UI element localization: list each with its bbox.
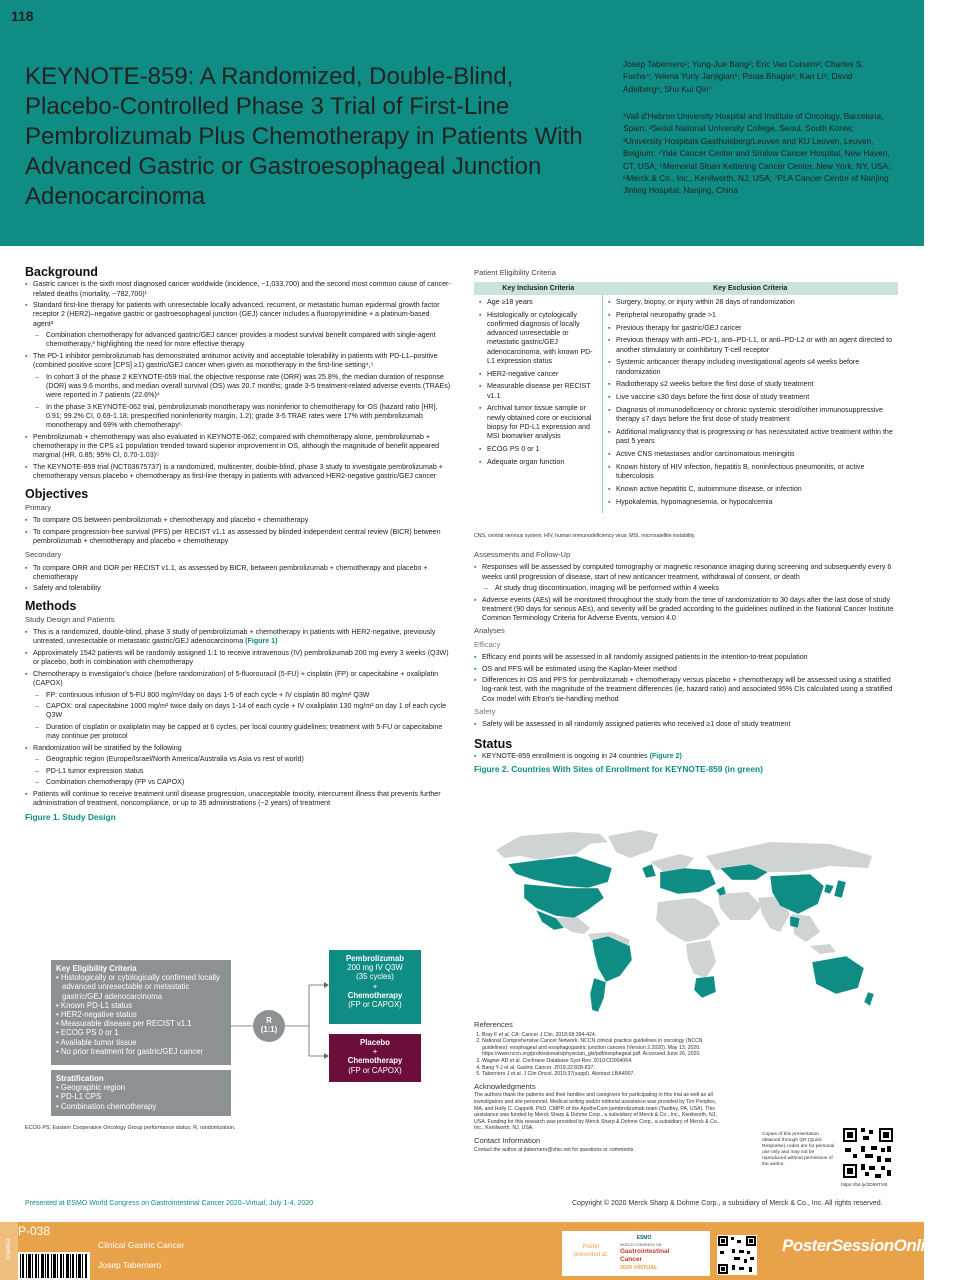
congress-logo-box	[562, 1231, 710, 1276]
status-list	[474, 752, 898, 761]
bullet-item: ▪ OS and PFS will be estimated using the Kaplan-Meier method	[474, 665, 898, 674]
status-item	[474, 752, 898, 761]
background-list	[25, 280, 451, 481]
bullet-item: ▪ Live vaccine ≤30 days before the first dose of study treatment	[608, 393, 893, 402]
arctic-north-america	[496, 832, 608, 860]
congress-logo-line1: WORLD CONGRESS ON	[620, 1243, 662, 1247]
sub-bullet-item	[25, 331, 451, 350]
japan	[834, 880, 846, 898]
bullet-item	[25, 649, 451, 668]
exclusion-header: Key Exclusion Criteria	[603, 282, 899, 295]
sub-bullet-item	[25, 778, 451, 787]
bullet-text: Combination chemotherapy for advanced gastric/GEJ cancer provides a modest survival benefit compared with single-agent chemotherapy,³ highlighting the need for more effective therapy	[46, 331, 436, 349]
bullet-item: ▪ Previous therapy for gastric/GEJ cancer	[608, 324, 893, 333]
canada	[508, 856, 612, 888]
arm1-plus: +	[372, 981, 378, 991]
bullet-item: ▪ Safety and tolerability	[25, 584, 451, 593]
methods-heading: Methods	[25, 598, 77, 613]
secondary-objectives-list	[25, 564, 451, 594]
congress-logo-line2: Gastrointestinal	[620, 1248, 670, 1255]
stratification-box-list	[56, 1083, 226, 1111]
world-map	[480, 828, 880, 1018]
qr-code-icon[interactable]	[841, 1126, 895, 1180]
eligibility-footnote: CNS, central nervous system; HIV, human immunodeficiency virus; MSI, microsatellite instability.	[474, 533, 696, 539]
eligibility-criterion: • HER2-negative status	[56, 1010, 137, 1020]
bullet-item: ▪ Archival tumor tissue sample or newly obtained core or excisional biopsy for PD-L1 expression and MSI biomarker analysis	[479, 404, 597, 441]
reference-item: 3. Wagner AD et al. Cochrane Database Syst Rev. 2010:CD004064.	[482, 1058, 724, 1065]
bullet-text: FP: continuous infusion of 5-FU 800 mg/m²/day on days 1-5 of each cycle + IV cisplatin 80 mg/m² Q3W	[46, 690, 370, 699]
bullet-item: ▪ To compare ORR and DOR per RECIST v1.1, as assessed by BICR, between pembrolizumab + chemotherapy and placebo + chemotherapy	[25, 564, 451, 583]
copyright-line: Copyright © 2020 Merck Sharp & Dohme Corp., a subsidiary of Merck & Co., Inc. All rights reserved.	[572, 1200, 883, 1207]
sub-bullet-item	[25, 755, 451, 764]
figure2-title: Figure 2. Countries With Sites of Enrollment for KEYNOTE-859 (in green)	[474, 764, 763, 775]
bullet-item: ▪ Known history of HIV infection, hepatitis B, noninfectious pneumonitis, or active tuberculosis	[608, 463, 893, 481]
pso-logo-suffix: .com	[943, 1244, 960, 1253]
esmo-logo-icon: ESMO	[636, 1235, 652, 1241]
poster-title: KEYNOTE-859: A Randomized, Double-Blind, Placebo-Controlled Phase 3 Trial of First-Line Pembrolizumab Plus Chemotherapy in Patients With Advanced Gastric or Gastroesophageal Junction Adenocarcinoma	[25, 63, 583, 210]
arm2-chemo: Chemotherapy	[347, 1056, 403, 1066]
bullet-item: ▪ Surgery, biopsy, or injury within 28 days of randomization	[608, 298, 893, 307]
bullet-text: Pembrolizumab + chemotherapy was also evaluated in KEYNOTE-062; compared with chemotherapy alone, pembrolizumab + chemotherapy in the CPS ≥1 population trended toward superior improvement in OS, although the magnitude of benefit appeared marginal (HR, 0.85; 95% CI, 0.70-1.03)⁵	[33, 432, 440, 460]
stratification-box	[51, 1070, 231, 1116]
inclusion-list	[479, 298, 597, 467]
randomization-ratio: (1:1)	[260, 1025, 278, 1034]
poster-code: P-038	[18, 1224, 51, 1238]
author-list: Josep Tabernero¹; Yung-Jue Bang²; Eric Van Cutsem³; Charles S. Fuchs⁴; Yelena Yuriy Janjigian⁵; Pooja Bhagia⁶; Kan Li⁶; David Adelberg⁶; Shu Kui Qin⁷	[623, 59, 864, 94]
bullet-item	[25, 352, 451, 371]
bullet-item: ▪ Efficacy end points will be assessed in all randomly assigned patients in the intention-to-treat population	[474, 653, 898, 662]
congress-logo-line4: 2020 VIRTUAL	[620, 1265, 658, 1271]
united-states	[524, 884, 604, 918]
eligibility-criterion: • Available tumor tissue	[56, 1037, 137, 1047]
primary-objectives-list	[25, 516, 451, 546]
bullet-item: ▪ Hypokalemia, hypomagnesemia, or hypocalcemia	[608, 498, 893, 507]
sub-bullet-item	[25, 691, 451, 700]
efficacy-list	[474, 653, 898, 704]
safety-label: Safety	[474, 706, 496, 716]
north-africa	[656, 898, 720, 942]
bullet-text: PD-L1 tumor expression status	[46, 766, 144, 775]
secondary-label: Secondary	[25, 550, 62, 560]
figure1-title: Figure 1. Study Design	[25, 812, 116, 823]
eligibility-criterion: • Measurable disease per RECIST v1.1	[56, 1019, 192, 1029]
reference-item: 1. Bray F et al. CA: Cancer J Clin. 2018;68:394-424.	[482, 1032, 724, 1039]
bullet-item: ▪ Systemic anticancer therapy including investigational agents ≤4 weeks before randomization	[608, 358, 893, 376]
bullet-item	[25, 670, 451, 689]
stratification-box-title: Stratification	[56, 1074, 104, 1083]
central-africa	[686, 940, 716, 978]
arm1-chemo-options: (FP or CAPOX)	[348, 1000, 402, 1010]
arm1-cycles: (35 cycles)	[356, 972, 394, 982]
uk-ireland	[642, 864, 656, 878]
stratification-factor: • Combination chemotherapy	[56, 1101, 157, 1111]
bullet-item	[25, 433, 451, 461]
bullet-text: At study drug discontinuation, imaging will be performed within 4 weeks	[495, 584, 719, 593]
footer-topic: Clinical Gastric Cancer	[98, 1240, 185, 1250]
bullet-text: This is a randomized, double-blind, phase 3 study of pembrolizumab + chemotherapy in patients with HER2-negative, previously untreated, unresectable or metastatic gastric/GEJ adenocarcinoma	[33, 628, 436, 646]
bullet-item	[25, 744, 451, 753]
eligibility-caption: Patient Eligibility Criteria	[474, 268, 556, 277]
references-heading: References	[474, 1020, 513, 1029]
bullet-text: Duration of cisplatin or oxaliplatin may be capped at 6 cycles, per local country guidelines; treatment with 5-FU or capecitabine may continue per protocol	[46, 722, 443, 741]
bullet-item: ▪ Additional malignancy that is progressing or has necessitated active treatment within the past 5 years	[608, 428, 893, 446]
eligibility-criterion: • Known PD-L1 status	[56, 1000, 132, 1010]
pembrolizumab-arm-box	[329, 950, 421, 1024]
vertical-tag-text: ESMOGI	[6, 1239, 12, 1260]
bullet-item: ▪ Safety will be assessed in all randomly assigned patients who received ≥1 dose of study treatment	[474, 720, 898, 729]
bullet-item	[474, 596, 898, 624]
randomization-label: R	[266, 1016, 272, 1025]
assessments-heading: Assessments and Follow-Up	[474, 550, 571, 559]
right-column	[474, 550, 898, 774]
acknowledgments-heading: Acknowledgments	[474, 1081, 536, 1091]
eligibility-table-header	[474, 282, 898, 295]
sub-bullet-item	[25, 373, 451, 401]
bullet-item: ▪ Adequate organ function	[479, 458, 597, 467]
stratification-factor: • PD-L1 CPS	[56, 1092, 102, 1102]
eligibility-criterion: • ECOG PS 0 or 1	[56, 1028, 119, 1038]
bullet-text: In cohort 3 of the phase 2 KEYNOTE-059 trial, the objective response rate (ORR) was 25.8%, the median duration of response (DOR) was 9.6 months, and median overall survival (OS) was 20.7 months; grade 3-5 treatment-related adverse events (TRAEs) were reported in 7 patients (22.6%)⁴	[46, 372, 451, 400]
bullet-item	[25, 280, 451, 299]
efficacy-label: Efficacy	[474, 639, 501, 649]
objectives-heading: Objectives	[25, 486, 89, 501]
reference-item: 4. Bang Y-J et al. Gastric Cancer. 2019;22:828-837.	[482, 1065, 724, 1072]
references-block	[474, 1022, 724, 1153]
israel-turkey	[716, 886, 726, 896]
bullet-text: Responses will be assessed by computed tomography or magnetic resonance imaging during screening and subsequently every 6 weeks until progression of disease, start of new anticancer treatment, withdrawal of consent, or death	[482, 563, 892, 581]
bullet-item: ▪ Known active hepatitis C, autoimmune disease, or infection	[608, 485, 893, 494]
contact-text: Contact the author at jtabernero@vhio.net for questions or comments.	[474, 1146, 635, 1153]
europe	[660, 868, 716, 894]
bullet-item: ▪ Histologically or cytologically confirmed diagnosis of locally advanced unresectable or metastatic gastric/GEJ adenocarcinoma, with known PD-L1 expression status	[479, 311, 597, 366]
eligibility-box-list	[56, 973, 226, 1056]
thailand-vietnam	[790, 916, 800, 928]
bullet-text: The KEYNOTE-859 trial (NCT03675737) is a randomized, multicenter, double-blind, phase 3 study to investigate pembrolizumab + chemotherapy versus placebo + chemotherapy as first-line therapy in patients with advanced HER2-negative gastric/GEJ cancer	[33, 462, 443, 481]
bullet-item: ▪ Diagnosis of immunodeficiency or chronic systemic steroid/other immunosuppressive therapy ≤7 days before the first dose of study treatment	[608, 406, 893, 424]
eligibility-table-row	[474, 295, 898, 513]
south-africa	[694, 976, 716, 998]
sub-bullet-item	[25, 723, 451, 742]
bullet-text: Approximately 1542 patients will be randomly assigned 1:1 to receive intravenous (IV) pembrolizumab 200 mg every 3 weeks (Q3W) or placebo, both in combination with chemotherapy	[33, 648, 449, 667]
bullet-item: ▪ ECOG PS 0 or 1	[479, 445, 597, 454]
stratification-factor: • Geographic region	[56, 1083, 126, 1093]
bullet-item: ▪ To compare progression-free survival (PFS) per RECIST v1.1 as assessed by blinded independent central review (BICR) between pembrolizumab + chemotherapy and placebo + chemotherapy	[25, 528, 451, 547]
bullet-item: ▪ Measurable disease per RECIST v1.1	[479, 382, 597, 400]
bullet-item: ▪ Differences in OS and PFS for pembrolizumab + chemotherapy versus placebo + chemotherapy will be assessed using a stratified log-rank test, with the magnitude of the treatment differences (ie, hazard ratio) and associated 95% CIs calculated using a stratified Cox model with Efron's tie-handling method	[474, 676, 898, 704]
arm2-plus: +	[372, 1047, 378, 1057]
eligibility-criterion: • No prior treatment for gastric/GEJ cancer	[56, 1046, 204, 1056]
bullet-text: Gastric cancer is the sixth most diagnosed cancer worldwide (incidence, ~1,033,700) and the second most common cause of cancer-related deaths (mortality, ~782,700)¹	[33, 280, 451, 298]
primary-label: Primary	[25, 502, 52, 512]
bullet-item	[25, 463, 451, 482]
middle-east	[718, 892, 762, 920]
safety-list	[474, 720, 898, 729]
bullet-text: Patients will continue to receive treatment until disease progression, unacceptable toxicity, intercurrent illness that prevents further administration of treatment, noncompliance, or up to 35 administrations (~2 years) of treatment	[33, 789, 441, 807]
status-text: KEYNOTE-859 enrollment is ongoing in 24 countries	[482, 751, 648, 760]
bullet-item: ▪ Peripheral neuropathy grade >1	[608, 311, 893, 320]
bullet-item: ▪ Radiotherapy ≤2 weeks before the first dose of study treatment	[608, 380, 893, 389]
randomization-circle	[253, 1010, 285, 1042]
assessments-list	[474, 563, 898, 623]
new-zealand	[864, 992, 874, 1006]
references-list	[474, 1032, 724, 1078]
congress-logo-line3: Cancer	[620, 1256, 643, 1263]
eligibility-box	[51, 960, 231, 1065]
bullet-item: ▪ To compare OS between pembrolizumab + chemotherapy and placebo + chemotherapy	[25, 516, 451, 525]
bullet-item: ▪ Active CNS metastases and/or carcinomatous meningitis	[608, 450, 893, 459]
arm2-chemo-options: (FP or CAPOX)	[348, 1065, 402, 1075]
sub-bullet-item	[25, 767, 451, 776]
exclusion-list	[608, 298, 893, 507]
footer-author: Josep Tabernero	[98, 1260, 162, 1270]
background-heading: Background	[25, 265, 98, 279]
greenland	[608, 830, 658, 858]
acknowledgments-text: The authors thank the patients and their families and caregivers for participating in this trial as well as all investigators and site personnel. Medical writing and/or editorial assistance was provided by Tim Peoples, MA, and Holly C. Cappelli, PhD, CMPP, of the ApotheCom pembrolizumab team (Yardley, PA, USA). This assistance was funded by Merck Sharp & Dohme Corp., a subsidiary of Merck & Co., Inc., Kenilworth, NJ, USA. Funding for this research was provided by Merck Sharp & Dohme Corp., a subsidiary of Merck & Co., Inc., Kenilworth, NJ, USA.	[474, 1092, 720, 1132]
analyses-heading: Analyses	[474, 626, 505, 636]
bullet-text: Adverse events (AEs) will be monitored throughout the study from the time of randomization to 30 days after the last dose of study treatment (90 days for serious AEs), and severity will be graded according to the guidelines outlined in the National Cancer Institute Common Terminology Criteria for Adverse Events, version 4.0	[482, 595, 894, 623]
presented-at-label: Poster presented at:	[573, 1244, 609, 1258]
bullet-text: In the phase 3 KEYNOTE-062 trial, pembrolizumab monotherapy was noninferior to chemotherapy for OS (hazard ratio [HR], 0.91; 99.2% CI, 0.69-1.18; prespecified noninferiority margin, 1.2); grade 3-5 TRAE rates were 17% with pembrolizumab monotherapy and 69% with chemotherapy⁵	[46, 402, 438, 430]
korea	[824, 884, 834, 894]
sub-bullet-item	[25, 702, 451, 721]
status-figure-ref: (Figure 2)	[649, 751, 682, 760]
qr-url[interactable]: https://bit.ly/2D59TXB	[841, 1183, 888, 1188]
bullet-item: ▪ Age ≥18 years	[479, 298, 597, 307]
bullet-item	[25, 628, 451, 647]
bullet-text: The PD-1 inhibitor pembrolizumab has demonstrated antitumor activity and acceptable tolerability in patients with PD-L1–positive (combined positive score [CPS] ≥1) gastric/GEJ cancer when given as monotherapy in the first-line setting⁴,⁵	[33, 351, 438, 370]
sub-bullet-item	[474, 584, 898, 593]
sub-bullet-item	[25, 403, 451, 431]
pso-logo-text: PosterSessionOnline	[782, 1236, 944, 1255]
indonesia	[810, 944, 836, 954]
eligibility-table	[474, 282, 898, 513]
chile-argentina	[590, 978, 606, 1012]
bullet-item: ▪ HER2-negative cancer	[479, 370, 597, 379]
poster-number: 118	[11, 8, 34, 24]
arm1-chemo: Chemotherapy	[347, 990, 403, 1000]
eligibility-box-title: Key Eligibility Criteria	[56, 964, 137, 973]
footer-qr-code-icon[interactable]	[717, 1235, 757, 1275]
inclusion-cell	[474, 295, 603, 513]
australia	[812, 956, 864, 994]
eligibility-criterion: • Histologically or cytologically confirmed locally advanced unresectable or metastatic gastric/GEJ adenocarcinoma	[56, 973, 220, 1001]
bullet-item	[25, 301, 451, 329]
postersessiononline-logo[interactable]	[782, 1236, 960, 1256]
figure1-diagram	[25, 950, 451, 1120]
placebo-arm-box	[329, 1034, 421, 1082]
bullet-text: CAPOX: oral capecitabine 1000 mg/m² twice daily on days 1-14 of each cycle + IV oxaliplatin 130 mg/m² on day 1 of each cycle Q3W	[46, 702, 447, 720]
arm1-dose: 200 mg IV Q3W	[347, 963, 403, 973]
affiliation-list: ¹Vall d'Hebron University Hospital and Institute of Oncology, Barcelona, Spain; ²Seoul National University College, Seoul, South Korea; ³University Hospitals Gasthuisberg/Leuven and KU Leuven, Leuven, Belgium; ⁴Yale Cancer Center and Smilow Cancer Hospital, New Haven, CT, USA; ⁵Memorial Sloan Kettering Cancer Center, New York, NY, USA; ⁶Merck & Co., Inc., Kenilworth, NJ, USA; ⁷PLA Cancer Centre of Nanjing Jinling Hospital, Nanjing, China	[623, 111, 891, 196]
bullet-text: Geographic region (Europe/Israel/North America/Australia vs Asia vs rest of world)	[46, 755, 304, 764]
inclusion-header: Key Inclusion Criteria	[474, 282, 603, 295]
study-design-subheading: Study Design and Patients	[25, 614, 115, 624]
bullet-text: Randomization will be stratified by the following	[33, 743, 182, 752]
reference-item: 2. National Comprehensive Cancer Network. NCCN clinical practice guidelines in oncology (NCCN guidelines): esophageal and esophagogastric junction cancers (Version 2.2020). May 13, 2020. https://www.nccn.org/professionals/physician_gls/pdf/esophageal.pdf. Accessed June 26, 2020.	[482, 1038, 724, 1058]
bullet-text: Chemotherapy is investigator's choice (before randomization) of 5-fluorouracil (5-FU) + cisplatin (FP) or capecitabine + oxaliplatin (CAPOX)	[33, 669, 439, 688]
presented-at-line: Presented at ESMO World Congress on Gastrointestinal Cancer 2020–Virtual; July 1-4, 2020	[25, 1200, 314, 1207]
barcode-icon	[18, 1254, 90, 1278]
left-column	[25, 265, 451, 823]
arm2-title: Placebo	[360, 1038, 390, 1047]
bullet-item	[25, 790, 451, 809]
status-heading: Status	[474, 736, 513, 751]
exclusion-cell	[603, 295, 899, 513]
arm1-title: Pembrolizumab	[345, 954, 405, 963]
barcode-box	[18, 1252, 90, 1280]
methods-list	[25, 628, 451, 808]
bullet-text: Combination chemotherapy (FP vs CAPOX)	[46, 778, 185, 787]
figure1-footnote: ECOG PS, Eastern Cooperative Oncology Group performance status; R, randomization.	[25, 1125, 236, 1131]
figure-ref: (Figure 1)	[245, 637, 278, 646]
bullet-text: Standard first-line therapy for patients with unresectable locally advanced, recurrent, or metastatic human epidermal growth factor receptor 2 (HER2)–negative gastric or gastroesophageal junction (GEJ) cancer includes a fluoropyrimidine + a platinum-based agent²	[33, 301, 440, 328]
qr-note: Copies of this presentation obtained through QR (Quick Response) codes are for personal use only and may not be reproduced without permission of the author.	[762, 1132, 835, 1167]
contact-heading: Contact Information	[474, 1135, 541, 1145]
reference-item: 5. Tabernero J et al. J Clin Oncol. 2019;37(suppl). Abstract LBA4007.	[482, 1071, 724, 1078]
bullet-item	[474, 563, 898, 582]
bullet-item: ▪ Previous therapy with anti–PD-1, anti–PD-L1, or anti–PD-L2 or with an agent directed to another stimulatory or coinhibitory T-cell receptor	[608, 336, 893, 354]
